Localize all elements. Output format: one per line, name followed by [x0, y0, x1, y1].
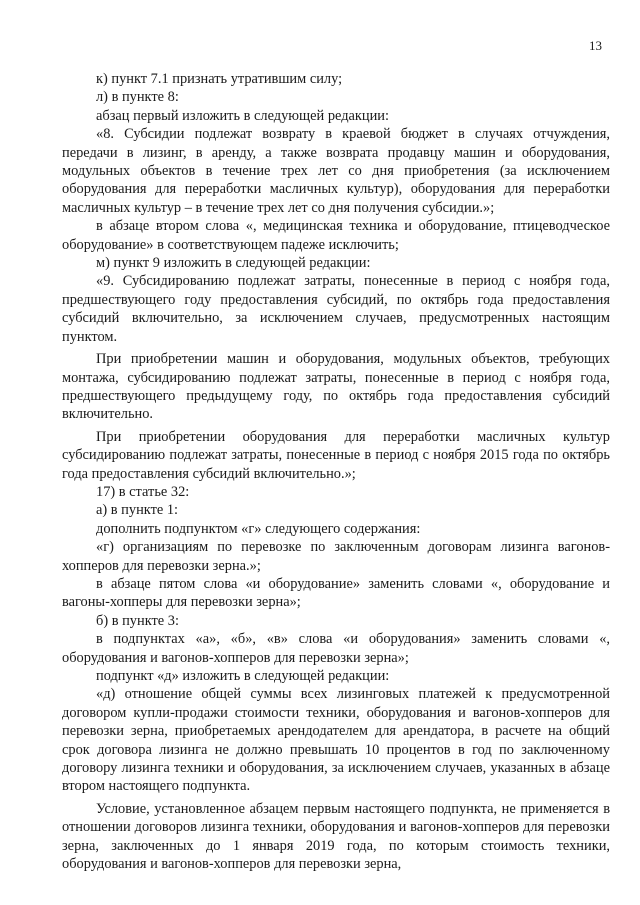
paragraph-point-8: «8. Субсидии подлежат возврату в краевой бюджет в случаях отчуждения, передачи в лизинг, в аренду, а также возврата продавцу машин и оборудования, модульных объектов в течение трех лет со дня приобретения (за исключением оборудования для переработки масличных культур), оборудования для переработки масличных культур – в течение трех лет со дня получения субсидии.»; [62, 126, 610, 216]
paragraph-oilseed: При приобретении оборудования для переработки масличных культур субсидированию подлежат затраты, понесенные в период с ноября 2015 года по октябрь года предоставления субсидий включительно.»; [62, 428, 610, 482]
paragraph-point-9: «9. Субсидированию подлежат затраты, понесенные в период с ноября года, предшествующего году предоставления субсидий, по октябрь года предоставления субсидий включительно, за исключением случаев, предусмотренных настоящим пунктом. [62, 273, 610, 345]
paragraph-subpoints: в подпунктах «а», «б», «в» слова «и оборудования» заменить словами «, оборудования и вагонов-хопперов для перевозки зерна»; [62, 631, 610, 666]
paragraph-add-g: дополнить подпунктом «г» следующего содержания: [96, 520, 421, 537]
paragraph-a: а) в пункте 1: [96, 502, 179, 519]
paragraph-fifth: в абзаце пятом слова «и оборудование» заменить словами «, оборудование и вагоны-хопперы для перевозки зерна»; [62, 575, 610, 611]
paragraph-l: л) в пункте 8: [96, 89, 179, 106]
paragraph-m: м) пункт 9 изложить в следующей редакции: [96, 255, 371, 272]
paragraph-machinery: При приобретении машин и оборудования, модульных объектов, требующих монтажа, субсидированию подлежат затраты, понесенные в период с ноября года, предшествующего предыдущему году, по октябрь года предоставления субсидий включительно. [62, 351, 610, 423]
paragraph-article-32: 17) в статье 32: [96, 483, 190, 500]
paragraph-second-words: в абзаце втором слова «, медицинская техника и оборудование, птицеводческое оборудование» в соответствующем падеже исключить; [62, 218, 610, 253]
page-number: 13 [589, 38, 602, 53]
paragraph-condition: Условие, установленное абзацем первым настоящего подпункта, не применяется в отношении договоров лизинга техники, оборудования и вагонов-хопперов для перевозки зерна, заключенных до 1 января 2019 года, по которым стоимость техники, оборудования и вагонов-хопперов для перевозки зерна, [62, 800, 610, 873]
paragraph-d: «д) отношение общей суммы всех лизинговых платежей к предусмотренной договором купли-продажи стоимости техники, оборудования и вагонов-хопперов для перевозки зерна, приобретаемых арендодателем для арендатора, в расчете на общий срок договора лизинга не должно превышать 10 процентов в год по заключенному договору лизинга техники и оборудования, за исключением случаев, указанных в абзаце втором настоящего подпункта. [62, 686, 610, 795]
paragraph-b: б) в пункте 3: [96, 612, 179, 629]
paragraph-amend-first: абзац первый изложить в следующей редакции: [96, 107, 390, 124]
paragraph-d-intro: подпункт «д» изложить в следующей редакции: [96, 668, 390, 684]
paragraph-k: к) пункт 7.1 признать утратившим силу; [96, 71, 343, 87]
paragraph-g: «г) организациям по перевозке по заключенным договорам лизинга вагонов-хопперов для перевозки зерна.»; [62, 539, 610, 574]
document-body [62, 70, 610, 873]
